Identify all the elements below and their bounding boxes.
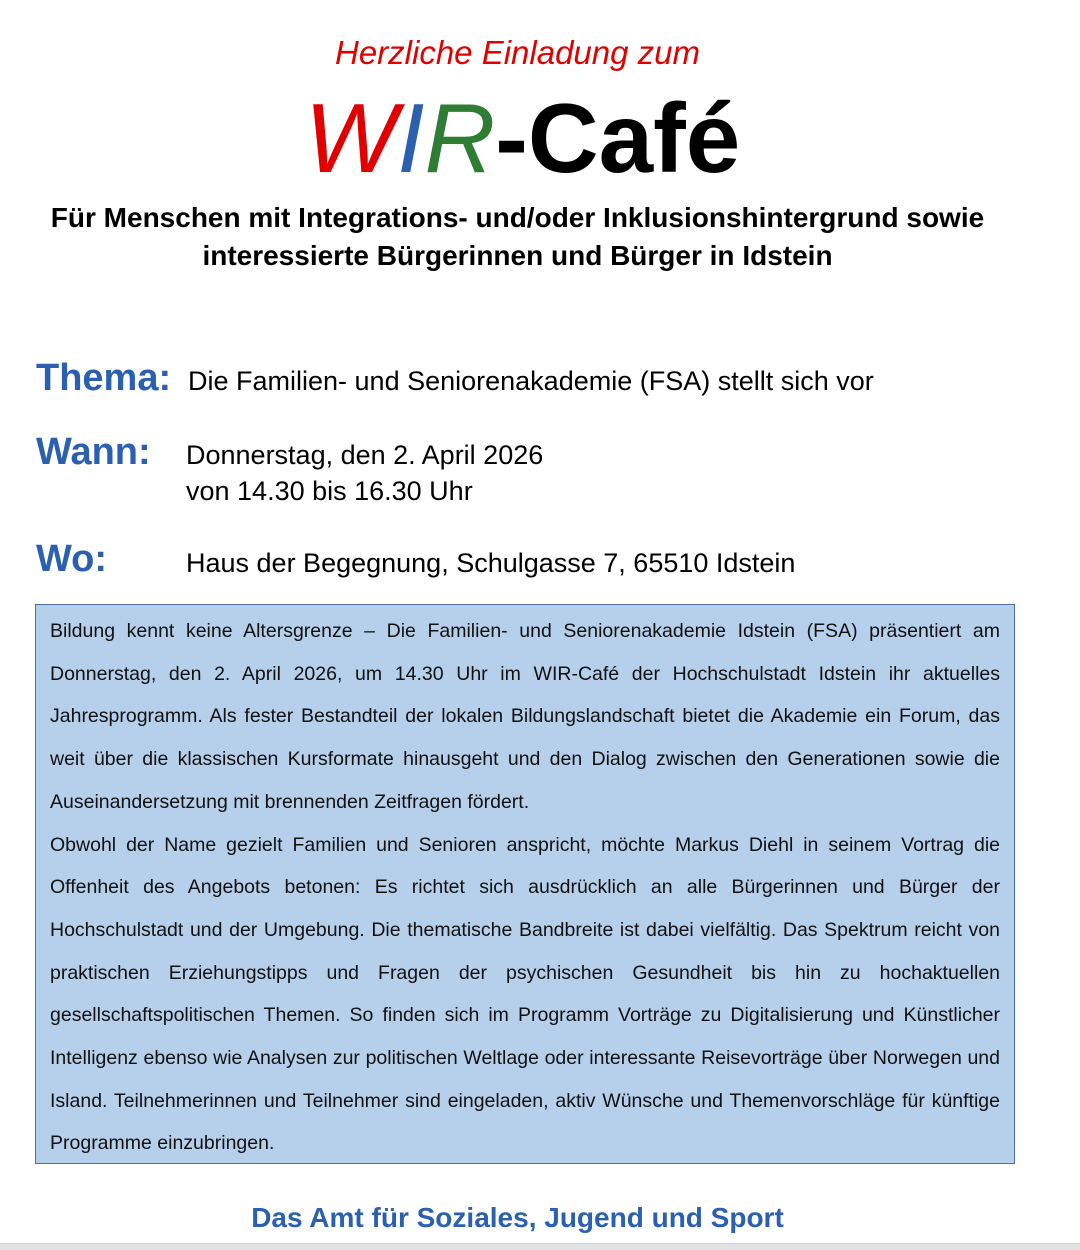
- title-cafe: -Café: [495, 83, 741, 193]
- target-audience: Für Menschen mit Integrations- und/oder Inklusionshintergrund sowie interessierte Bürgerinnen und Bürger in Idstein: [50, 202, 985, 271]
- when-label: Wann:: [36, 431, 151, 473]
- title-letter-i: I: [397, 83, 425, 193]
- description-box: [35, 604, 1015, 1164]
- description-paragraph-2: Obwohl der Name gezielt Familien und Senioren anspricht, möchte Markus Diehl in seinem Vortrag die Offenheit des Angebots betonen: Es richtet sich ausdrücklich an alle Bürgerinnen und Bürger der Hochschulstadt und der Umgebung. Die thematische Bandbreite ist dabei vielfältig. Das Spektrum reicht von praktischen Erziehungstipps und Fragen der psychischen Gesundheit bis hin zu hochaktuellen gesellschaftspolitischen Themen. So finden sich im Programm Vorträge zu Digitalisierung und Künstlicher Intelligenz ebenso wie Analysen zur politischen Weltlage oder interessante Reisevorträge über Norwegen und Island. Teilnehmerinnen und Teilnehmer sind eingeladen, aktiv Wünsche und Themenvorschläge für künftige Programme einzubringen.: [50, 833, 1000, 1155]
- event-title: [0, 83, 1045, 193]
- when-date: Donnerstag, den 2. April 2026: [186, 440, 544, 470]
- where-value: Haus der Begegnung, Schulgasse 7, 65510 Idstein: [186, 548, 796, 578]
- invitation-heading: Herzliche Einladung zum: [334, 34, 700, 71]
- topic-label: Thema:: [36, 357, 172, 399]
- topic-value: Die Familien- und Seniorenakademie (FSA) stellt sich vor: [188, 366, 874, 396]
- title-letter-w: W: [304, 83, 398, 193]
- title-letter-r: R: [424, 83, 496, 193]
- where-label: Wo:: [36, 538, 108, 580]
- description-paragraph-1: Bildung kennt keine Altersgrenze – Die Familien- und Seniorenakademie Idstein (FSA) präsentiert am Donnerstag, den 2. April 2026, um 14.30 Uhr im WIR-Café der Hochschulstadt Idstein ihr aktuelles Jahresprogramm. Als fester Bestandteil der lokalen Bildungslandschaft bietet die Akademie ein Forum, das weit über die klassischen Kursformate hinausgeht und den Dialog zwischen den Generationen sowie die Auseinandersetzung mit brennenden Zeitfragen fördert.: [50, 620, 1000, 813]
- page-edge: [0, 1243, 1080, 1250]
- when-time: von 14.30 bis 16.30 Uhr: [186, 476, 473, 506]
- organizer: Das Amt für Soziales, Jugend und Sport: [251, 1202, 784, 1233]
